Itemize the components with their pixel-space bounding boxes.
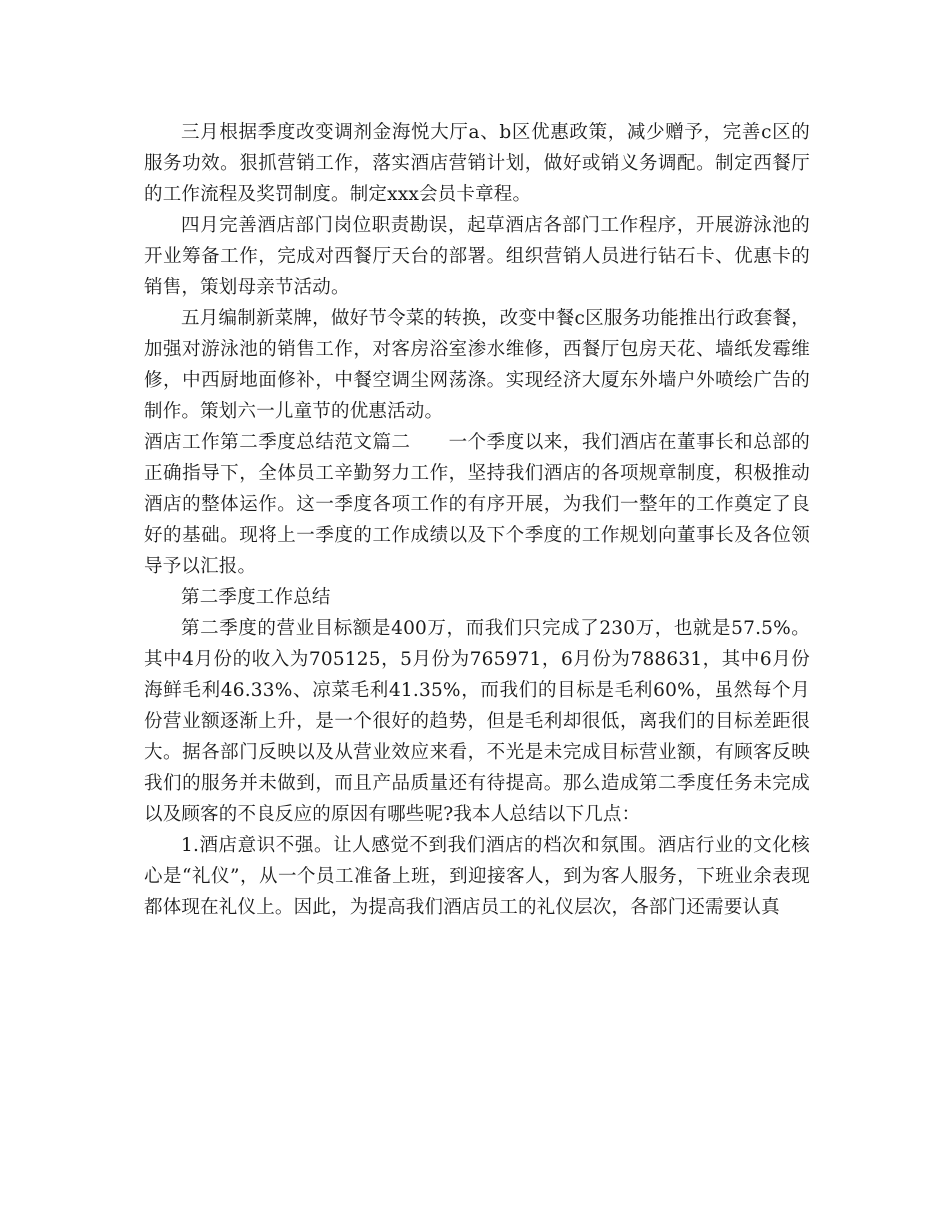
paragraph-q2-revenue: 第二季度的营业目标额是400万，而我们只完成了230万，也就是57.5%。其中4月份的收入为705125，5月份为765971，6月份为788631，其中6月份海鲜毛利46.33%、凉菜毛利41.35%，而我们的目标是毛利60%，虽然每个月份营业额逐渐上升，是一个很好的趋势，但是毛利却很低，离我们的目标差距很大。据各部门反映以及从营业效应来看，不光是未完成目标营业额，有顾客反映我们的服务并未做到，而且产品质量还有待提高。那么造成第二季度任务未完成以及顾客的不良反应的原因有哪些呢?我本人总结以下几点： [144,618,810,825]
paragraph-may: 五月编制新菜牌，做好节令菜的转换，改变中餐c区服务功能推出行政套餐，加强对游泳池的销售工作，对客房浴室渗水维修，西餐厅包房天花、墙纸发霉维修，中西厨地面修补，中餐空调尘网荡涤。实现经济大厦东外墙户外喷绘广告的制作。策划六一儿童节的优惠活动。 [144,308,810,422]
document-body [144,117,810,923]
paragraph-point-1: 1.酒店意识不强。让人感觉不到我们酒店的档次和氛围。酒店行业的文化核心是“礼仪”，从一个员工准备上班，到迎接客人，到为客人服务，下班业余表现都体现在礼仪上。因此，为提高我们酒店员工的礼仪层次，各部门还需要认真 [144,835,810,918]
paragraph-march: 三月根据季度改变调剂金海悦大厅a、b区优惠政策，减少赠予，完善c区的服务功效。狠抓营销工作，落实酒店营销计划，做好或销义务调配。制定西餐厅的工作流程及奖罚制度。制定xxx会员卡章程。 [144,122,810,205]
section-heading-q2-summary: 第二季度工作总结 [181,587,331,608]
paragraph-article-two-intro: 酒店工作第二季度总结范文篇二 一个季度以来，我们酒店在董事长和总部的正确指导下，全体员工辛勤努力工作，坚持我们酒店的各项规章制度，积极推动酒店的整体运作。这一季度各项工作的有序开展，为我们一整年的工作奠定了良好的基础。现将上一季度的工作成绩以及下个季度的工作规划向董事长及各位领导予以汇报。 [144,432,810,577]
paragraph-april: 四月完善酒店部门岗位职责勘误，起草酒店各部门工作程序，开展游泳池的开业筹备工作，完成对西餐厅天台的部署。组织营销人员进行钻石卡、优惠卡的销售，策划母亲节活动。 [144,215,810,298]
